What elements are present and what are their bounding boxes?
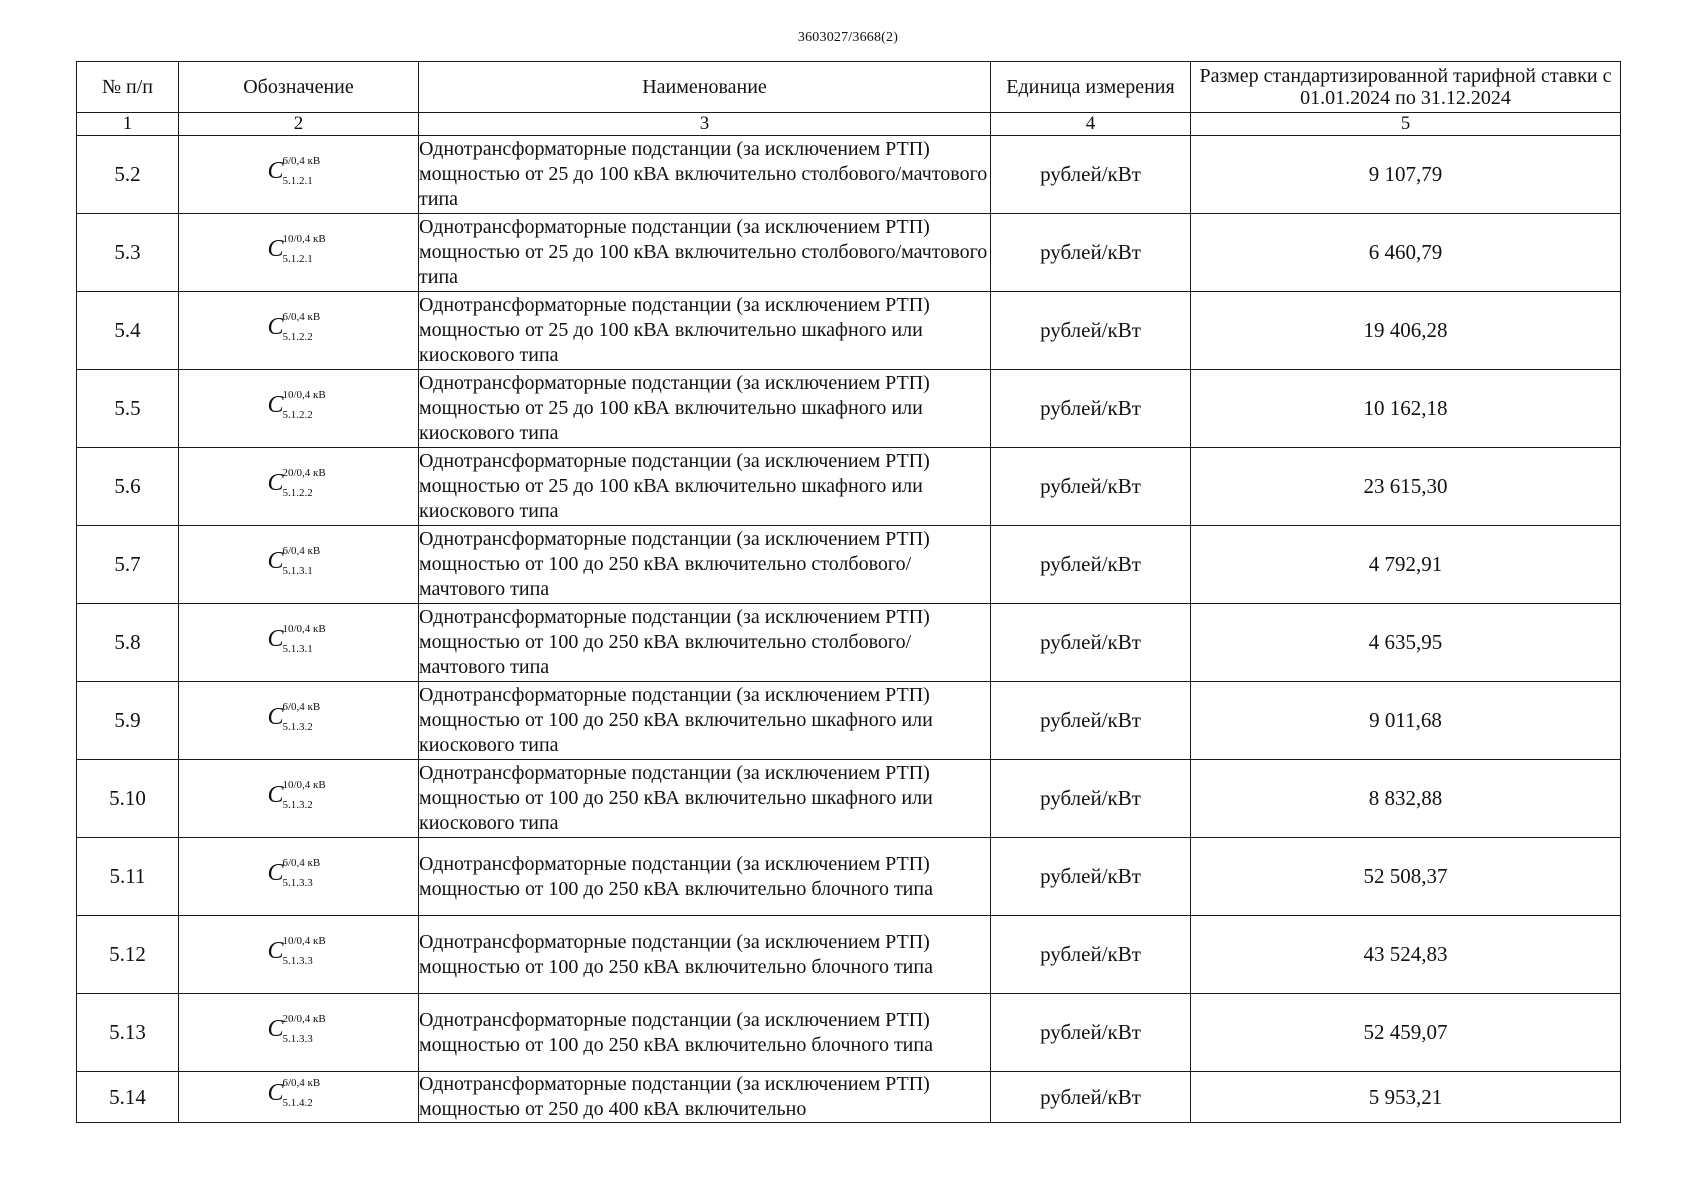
row-name — [419, 760, 991, 838]
row-name — [419, 448, 991, 526]
designation-index: 5.1.3.1 — [282, 642, 313, 655]
document-number: 3603027/3668(2) — [797, 30, 899, 45]
table-body — [77, 136, 1621, 1123]
designation-index: 5.1.3.3 — [282, 954, 313, 967]
row-name-text: Однотрансформаторные подстанции (за исключением РТП) мощностью от 100 до 250 кВА включительно шкафного или киоскового типа — [419, 762, 933, 834]
row-designation — [179, 214, 419, 292]
row-name — [419, 916, 991, 994]
row-unit: рублей/кВт — [991, 370, 1191, 448]
row-rate-value: 8 832,88 — [1191, 760, 1621, 838]
table-row — [77, 682, 1621, 760]
row-number: 5.6 — [77, 448, 179, 526]
row-designation — [179, 994, 419, 1072]
row-rate-value: 19 406,28 — [1191, 292, 1621, 370]
row-name-text: Однотрансформаторные подстанции (за исключением РТП) мощностью от 250 до 400 кВА включительно — [419, 1073, 930, 1120]
row-name-text: Однотрансформаторные подстанции (за исключением РТП) мощностью от 100 до 250 кВА включительно блочного типа — [419, 1008, 933, 1056]
row-unit: рублей/кВт — [991, 526, 1191, 604]
row-name-text: Однотрансформаторные подстанции (за исключением РТП) мощностью от 25 до 100 кВА включительно шкафного или киоскового типа — [419, 294, 930, 366]
table-row — [77, 526, 1621, 604]
designation-symbol — [267, 1012, 329, 1049]
row-designation — [179, 760, 419, 838]
designation-symbol — [267, 700, 329, 737]
designation-index: 5.1.2.1 — [282, 252, 313, 265]
row-designation — [179, 838, 419, 916]
designation-voltage: 6/0,4 кВ — [282, 856, 321, 869]
row-unit: рублей/кВт — [991, 136, 1191, 214]
row-name-text: Однотрансформаторные подстанции (за исключением РТП) мощностью от 25 до 100 кВА включительно столбового/мачтового типа — [419, 216, 988, 288]
row-designation — [179, 370, 419, 448]
column-number: 3 — [419, 113, 991, 136]
designation-voltage: 20/0,4 кВ — [282, 466, 326, 479]
row-rate-value: 9 011,68 — [1191, 682, 1621, 760]
designation-index: 5.1.3.3 — [282, 1032, 313, 1045]
designation-index: 5.1.3.2 — [282, 720, 313, 733]
designation-letter: C — [267, 235, 284, 262]
designation-letter: C — [267, 313, 284, 340]
row-name — [419, 370, 991, 448]
designation-voltage: 6/0,4 кВ — [282, 544, 321, 557]
row-number: 5.13 — [77, 994, 179, 1072]
row-designation — [179, 604, 419, 682]
row-number: 5.2 — [77, 136, 179, 214]
row-name — [419, 838, 991, 916]
designation-symbol — [267, 388, 329, 425]
row-unit: рублей/кВт — [991, 838, 1191, 916]
row-name — [419, 214, 991, 292]
row-unit: рублей/кВт — [991, 448, 1191, 526]
row-number: 5.14 — [77, 1072, 179, 1123]
row-rate-value: 5 953,21 — [1191, 1072, 1621, 1123]
designation-letter: C — [267, 157, 284, 184]
column-number: 5 — [1191, 113, 1621, 136]
header-row — [77, 62, 1621, 113]
row-unit: рублей/кВт — [991, 760, 1191, 838]
row-designation — [179, 292, 419, 370]
row-rate-value: 52 508,37 — [1191, 838, 1621, 916]
designation-letter: C — [267, 547, 284, 574]
designation-voltage: 6/0,4 кВ — [282, 310, 321, 323]
row-name-text: Однотрансформаторные подстанции (за исключением РТП) мощностью от 100 до 250 кВА включительно блочного типа — [419, 930, 933, 978]
row-name — [419, 1072, 991, 1123]
designation-symbol — [267, 1077, 329, 1113]
tariff-table — [76, 61, 1621, 1123]
row-rate-value: 23 615,30 — [1191, 448, 1621, 526]
row-name — [419, 526, 991, 604]
designation-symbol — [267, 466, 329, 503]
designation-voltage: 10/0,4 кВ — [282, 778, 326, 791]
designation-symbol — [267, 856, 329, 893]
designation-letter: C — [267, 937, 284, 964]
designation-symbol — [267, 622, 329, 659]
designation-symbol — [267, 232, 329, 269]
row-rate-value: 52 459,07 — [1191, 994, 1621, 1072]
designation-letter: C — [267, 625, 284, 652]
designation-index: 5.1.2.2 — [282, 408, 313, 421]
designation-voltage: 10/0,4 кВ — [282, 232, 326, 245]
row-rate-value: 4 635,95 — [1191, 604, 1621, 682]
row-number: 5.4 — [77, 292, 179, 370]
row-rate-value: 6 460,79 — [1191, 214, 1621, 292]
row-name — [419, 682, 991, 760]
designation-symbol — [267, 934, 329, 971]
designation-letter: C — [267, 859, 284, 886]
row-name — [419, 136, 991, 214]
row-number: 5.9 — [77, 682, 179, 760]
designation-letter: C — [267, 469, 284, 496]
designation-letter: C — [267, 1080, 284, 1106]
header-designation: Обозначение — [179, 62, 419, 113]
row-name-text: Однотрансформаторные подстанции (за исключением РТП) мощностью от 100 до 250 кВА включительно шкафного или киоскового типа — [419, 684, 933, 756]
row-unit: рублей/кВт — [991, 292, 1191, 370]
row-rate-value: 10 162,18 — [1191, 370, 1621, 448]
designation-index: 5.1.2.2 — [282, 330, 313, 343]
row-rate-value: 43 524,83 — [1191, 916, 1621, 994]
table-row — [77, 136, 1621, 214]
designation-symbol — [267, 778, 329, 815]
designation-letter: C — [267, 781, 284, 808]
row-unit: рублей/кВт — [991, 682, 1191, 760]
designation-voltage: 6/0,4 кВ — [282, 700, 321, 713]
header-unit: Единица измерения — [991, 62, 1191, 113]
table-row — [77, 760, 1621, 838]
row-number: 5.7 — [77, 526, 179, 604]
designation-voltage: 6/0,4 кВ — [282, 1077, 321, 1089]
row-name — [419, 994, 991, 1072]
header-rate: Размер стандартизированной тарифной ставки с 01.01.2024 по 31.12.2024 — [1191, 62, 1621, 113]
table-row — [77, 448, 1621, 526]
designation-index: 5.1.3.2 — [282, 798, 313, 811]
designation-voltage: 20/0,4 кВ — [282, 1012, 326, 1025]
row-unit: рублей/кВт — [991, 916, 1191, 994]
designation-letter: C — [267, 1015, 284, 1042]
designation-index: 5.1.4.2 — [282, 1097, 313, 1109]
row-designation — [179, 448, 419, 526]
designation-voltage: 10/0,4 кВ — [282, 934, 326, 947]
row-number: 5.10 — [77, 760, 179, 838]
designation-voltage: 6/0,4 кВ — [282, 154, 321, 167]
table-row — [77, 838, 1621, 916]
designation-voltage: 10/0,4 кВ — [282, 388, 326, 401]
row-name-text: Однотрансформаторные подстанции (за исключением РТП) мощностью от 100 до 250 кВА включительно столбового/мачтового типа — [419, 528, 930, 600]
table-row — [77, 994, 1621, 1072]
designation-index: 5.1.2.1 — [282, 174, 313, 187]
designation-index: 5.1.3.1 — [282, 564, 313, 577]
row-designation — [179, 136, 419, 214]
table-row — [77, 604, 1621, 682]
row-unit: рублей/кВт — [991, 1072, 1191, 1123]
row-number: 5.11 — [77, 838, 179, 916]
row-name-text: Однотрансформаторные подстанции (за исключением РТП) мощностью от 25 до 100 кВА включительно столбового/мачтового типа — [419, 138, 988, 210]
table-row — [77, 214, 1621, 292]
row-name-text: Однотрансформаторные подстанции (за исключением РТП) мощностью от 100 до 250 кВА включительно блочного типа — [419, 852, 933, 900]
row-number: 5.5 — [77, 370, 179, 448]
row-number: 5.3 — [77, 214, 179, 292]
designation-index: 5.1.2.2 — [282, 486, 313, 499]
row-designation — [179, 526, 419, 604]
row-name-text: Однотрансформаторные подстанции (за исключением РТП) мощностью от 100 до 250 кВА включительно столбового/мачтового типа — [419, 606, 930, 678]
designation-letter: C — [267, 391, 284, 418]
row-designation — [179, 916, 419, 994]
row-rate-value: 9 107,79 — [1191, 136, 1621, 214]
row-name — [419, 292, 991, 370]
designation-symbol — [267, 154, 329, 191]
column-number-row — [77, 113, 1621, 136]
column-number: 2 — [179, 113, 419, 136]
row-unit: рублей/кВт — [991, 994, 1191, 1072]
row-designation — [179, 682, 419, 760]
table-row — [77, 370, 1621, 448]
row-designation — [179, 1072, 419, 1123]
designation-voltage: 10/0,4 кВ — [282, 622, 326, 635]
designation-symbol — [267, 310, 329, 347]
row-unit: рублей/кВт — [991, 214, 1191, 292]
designation-letter: C — [267, 703, 284, 730]
table-row — [77, 916, 1621, 994]
row-number: 5.8 — [77, 604, 179, 682]
row-name — [419, 604, 991, 682]
column-number: 4 — [991, 113, 1191, 136]
row-rate-value: 4 792,91 — [1191, 526, 1621, 604]
header-name: Наименование — [419, 62, 991, 113]
row-name-text: Однотрансформаторные подстанции (за исключением РТП) мощностью от 25 до 100 кВА включительно шкафного или киоскового типа — [419, 372, 930, 444]
table-row — [77, 1072, 1621, 1123]
header-number: № п/п — [77, 62, 179, 113]
row-number: 5.12 — [77, 916, 179, 994]
column-number: 1 — [77, 113, 179, 136]
table-row — [77, 292, 1621, 370]
designation-symbol — [267, 544, 329, 581]
row-name-text: Однотрансформаторные подстанции (за исключением РТП) мощностью от 25 до 100 кВА включительно шкафного или киоскового типа — [419, 450, 930, 522]
designation-index: 5.1.3.3 — [282, 876, 313, 889]
row-unit: рублей/кВт — [991, 604, 1191, 682]
